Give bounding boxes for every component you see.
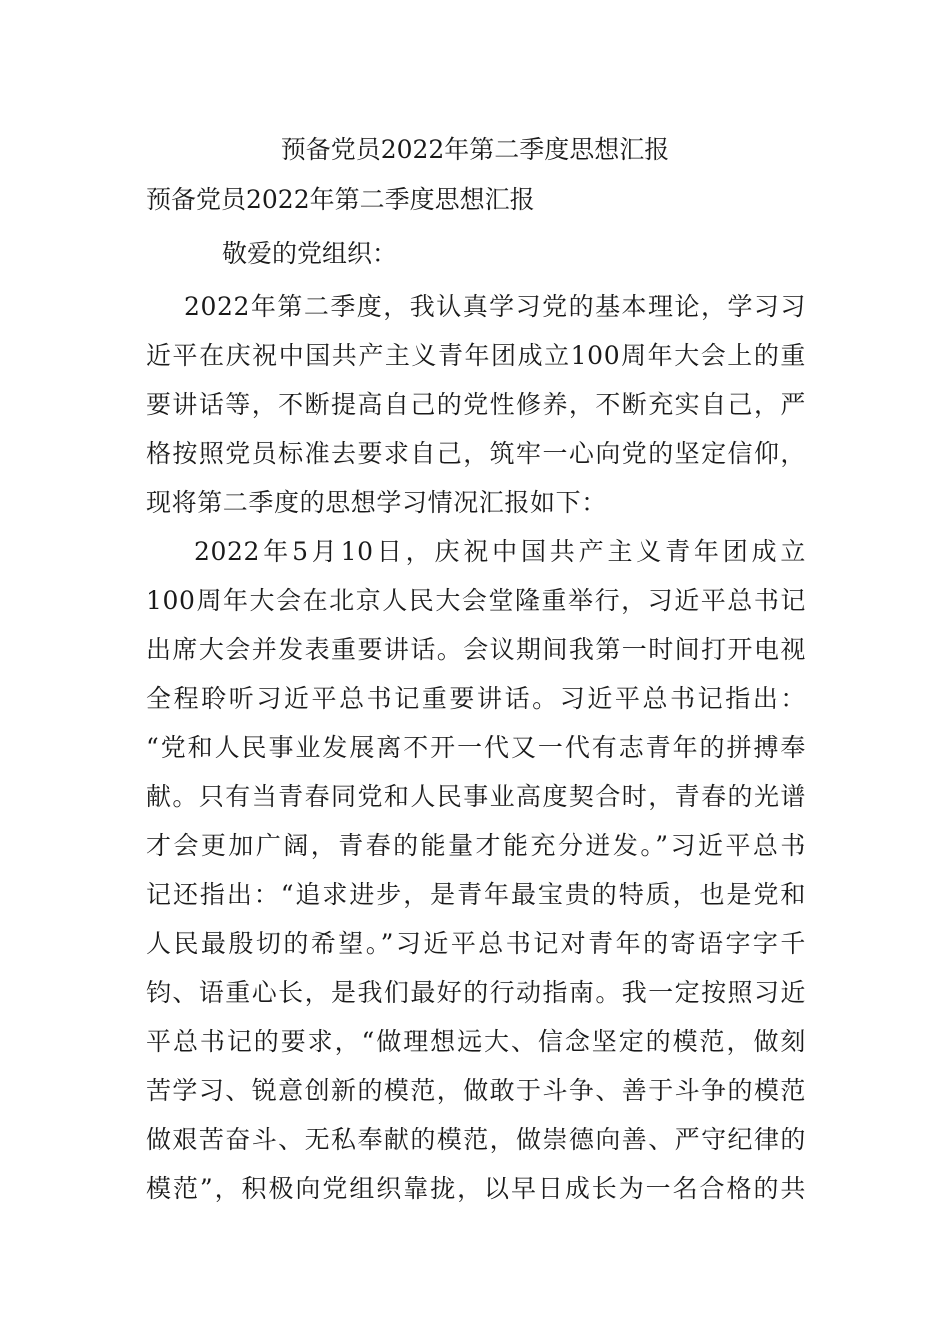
paragraph-line: 人民最殷切的希望。”习近平总书记对青年的寄语字字千 — [146, 929, 806, 958]
paragraph-line: 献。只有当青春同党和人民事业高度契合时，青春的光谱 — [146, 782, 806, 811]
salutation: 敬爱的党组织： — [222, 239, 398, 268]
paragraph-line: 做艰苦奋斗、无私奉献的模范，做崇德向善、严守纪律的 — [146, 1125, 806, 1154]
paragraph-line: 记还指出：“追求进步，是青年最宝贵的特质，也是党和 — [146, 880, 806, 909]
paragraph-line: 要讲话等，不断提高自己的党性修养，不断充实自己，严 — [146, 390, 806, 419]
paragraph-line: 100周年大会在北京人民大会堂隆重举行，习近平总书记 — [146, 586, 806, 615]
paragraph-line: 出席大会并发表重要讲话。会议期间我第一时间打开电视 — [146, 635, 806, 664]
paragraph-line: 模范”，积极向党组织靠拢，以早日成长为一名合格的共 — [146, 1174, 806, 1203]
paragraph-line: 才会更加广阔，青春的能量才能充分迸发。”习近平总书 — [146, 831, 806, 860]
paragraph-line: 2022年5月10日，庆祝中国共产主义青年团成立 — [194, 537, 806, 566]
paragraph-line: 近平在庆祝中国共产主义青年团成立100周年大会上的重 — [146, 341, 806, 370]
paragraph-line: 苦学习、锐意创新的模范，做敢于斗争、善于斗争的模范 — [146, 1076, 806, 1105]
document-title: 预备党员2022年第二季度思想汇报 — [280, 135, 670, 164]
paragraph-line: 钧、语重心长，是我们最好的行动指南。我一定按照习近 — [146, 978, 806, 1007]
paragraph-line: 2022年第二季度，我认真学习党的基本理论，学习习 — [184, 292, 806, 321]
paragraph-line: 格按照党员标准去要求自己，筑牢一心向党的坚定信仰， — [146, 439, 806, 468]
paragraph-line: 全程聆听习近平总书记重要讲话。习近平总书记指出： — [146, 684, 806, 713]
paragraph-line: “党和人民事业发展离不开一代又一代有志青年的拼搏奉 — [146, 733, 806, 762]
document-subtitle: 预备党员2022年第二季度思想汇报 — [146, 185, 535, 214]
paragraph-line: 平总书记的要求，“做理想远大、信念坚定的模范，做刻 — [146, 1027, 806, 1056]
paragraph-line: 现将第二季度的思想学习情况汇报如下： — [146, 488, 607, 517]
